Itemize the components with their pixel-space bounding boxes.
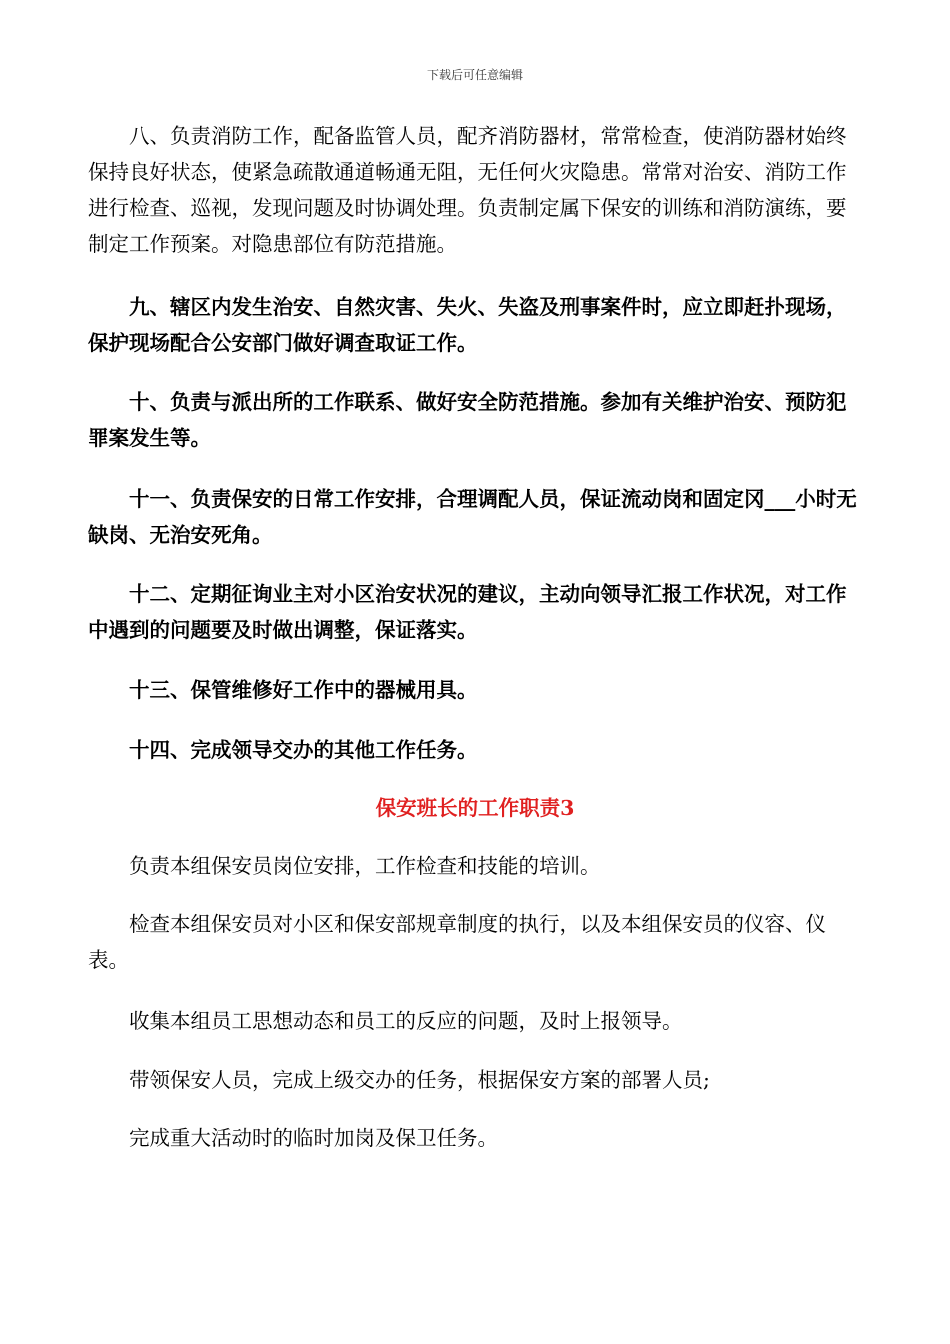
duty-paragraph-1: 负责本组保安员岗位安排，工作检查和技能的培训。 xyxy=(129,854,601,878)
duty-paragraph-5: 完成重大活动时的临时加岗及保卫任务。 xyxy=(129,1126,498,1150)
paragraph-14: 十四、完成领导交办的其他工作任务。 xyxy=(129,738,478,762)
paragraph-11: 十一、负责保安的日常工作安排，合理调配人员，保证流动岗和固定冈___小时无缺岗、无治安死角。 xyxy=(88,487,857,547)
duty-paragraph-3: 收集本组员工思想动态和员工的反应的问题，及时上报领导。 xyxy=(129,1009,683,1033)
paragraph-12: 十二、定期征询业主对小区治安状况的建议，主动向领导汇报工作状况，对工作中遇到的问题要及时做出调整，保证落实。 xyxy=(88,582,847,642)
section-title: 保安班长的工作职责3 xyxy=(375,796,575,820)
duty-paragraph-2: 检查本组保安员对小区和保安部规章制度的执行，以及本组保安员的仪容、仪表。 xyxy=(88,912,826,972)
page-header: 下载后可任意编辑 xyxy=(426,68,523,82)
duty-paragraph-4: 带领保安人员，完成上级交办的任务，根据保安方案的部署人员; xyxy=(129,1068,710,1092)
paragraph-8: 八、负责消防工作，配备监管人员，配齐消防器材，常常检查，使消防器材始终保持良好状态，使紧急疏散通道畅通无阻，无任何火灾隐患。常常对治安、消防工作进行检查、巡视，发现问题及时协调处理。负责制定属下保安的训练和消防演练，要制定工作预案。对隐患部位有防范措施。 xyxy=(88,124,847,256)
paragraph-13: 十三、保管维修好工作中的器械用具。 xyxy=(129,678,478,702)
paragraph-10: 十、负责与派出所的工作联系、做好安全防范措施。参加有关维护治安、预防犯罪案发生等。 xyxy=(88,390,847,450)
paragraph-9: 九、辖区内发生治安、自然灾害、失火、失盗及刑事案件时，应立即赶扑现场，保护现场配合公安部门做好调查取证工作。 xyxy=(88,295,847,355)
